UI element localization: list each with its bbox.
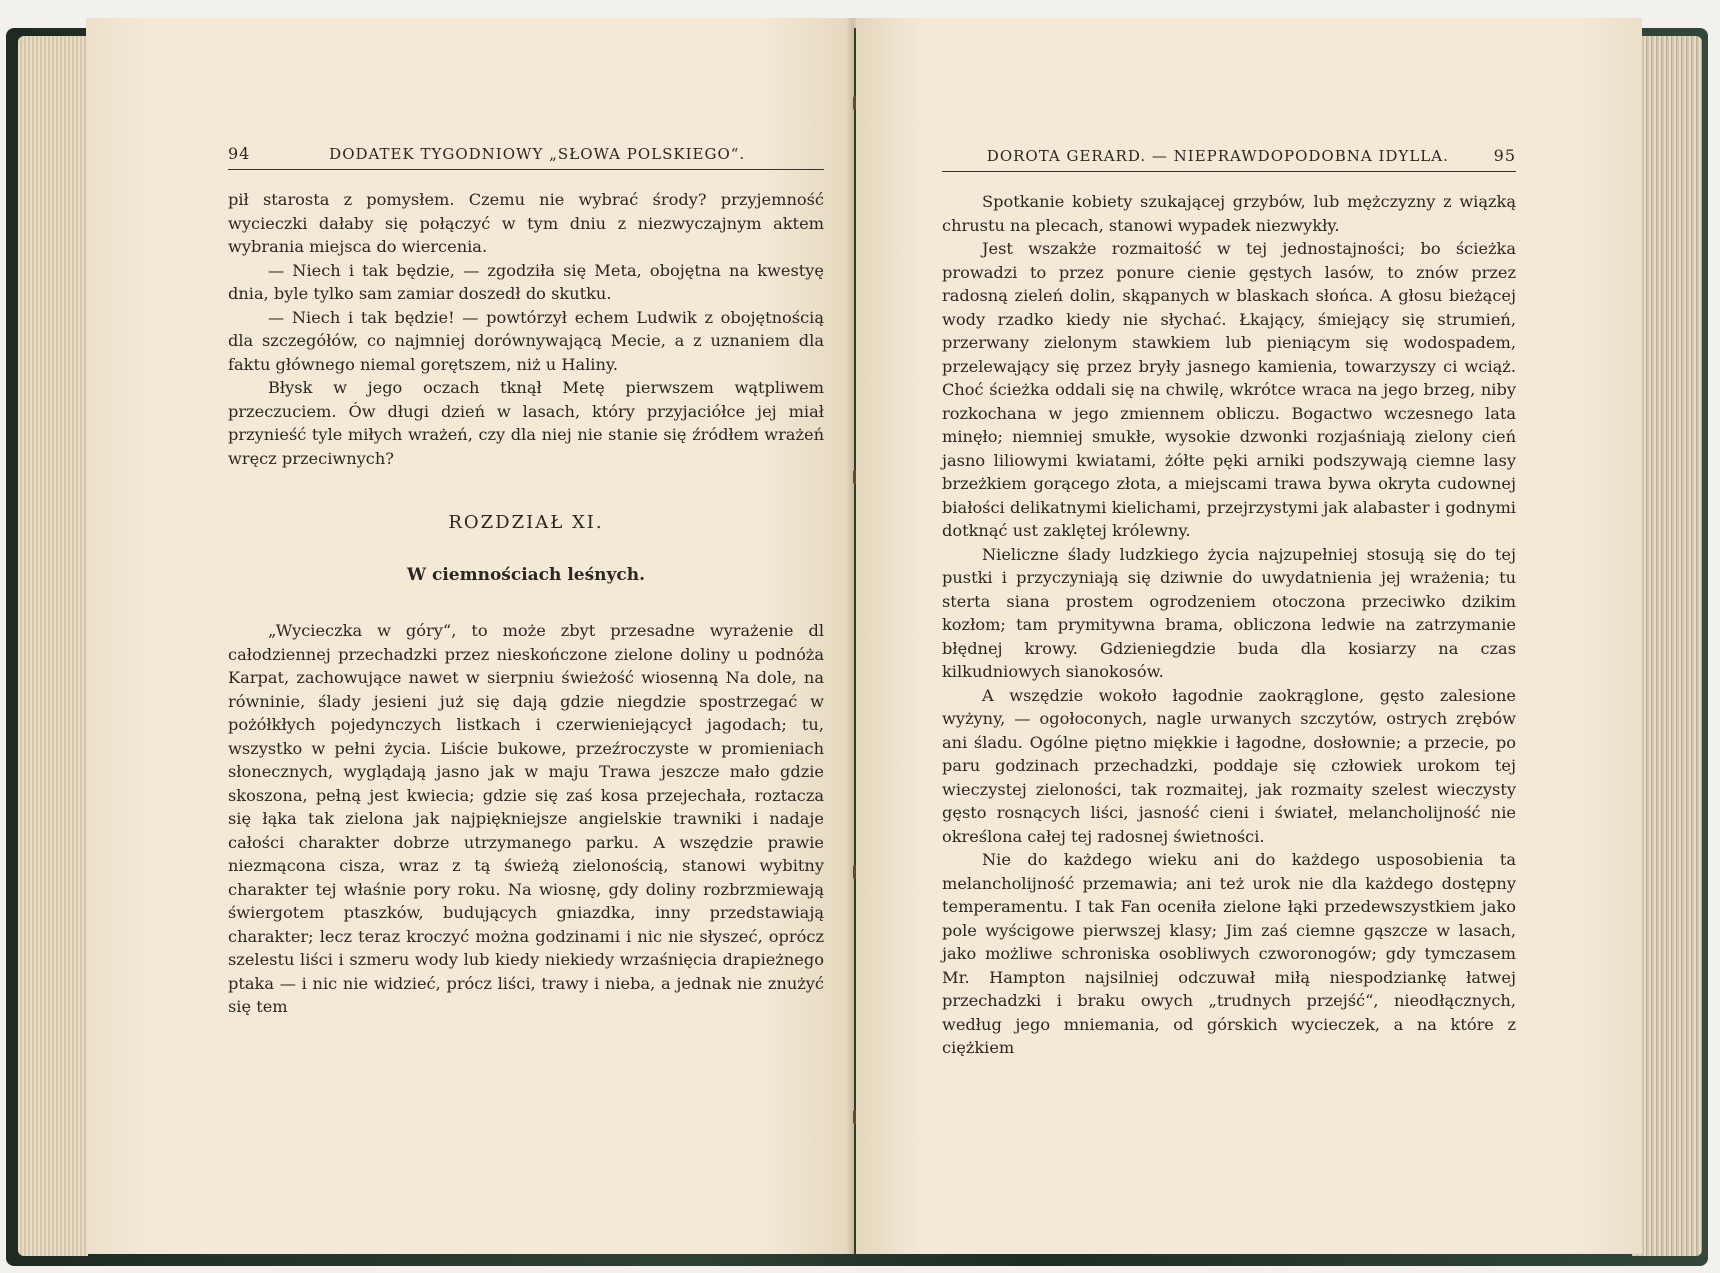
left-paragraph: Błysk w jego oczach tknął Metę pierwszem wątpliwem przeczuciem. Ów długi dzień w lasach, który przyjaciółce jej miał przynieść tyle miłych wrażeń, czy dla niej nie stanie się źródłem wrażeń wręcz przeciwnych? <box>228 378 824 468</box>
page-edges-left <box>18 36 88 1256</box>
right-paragraph: Nie do każdego wieku ani do każdego usposobienia ta melancholijność przemawia; ani też urok nie dla każdego dostępny temperamentu. I tak Fan oceniła zielone łąki przedewszystkiem jako pole wyścigowe pierwszej klasy; Jim zaś ciemne gąszcze w lasach, jako możliwe schroniska osobliwych czworonogów; gdy tymczasem Mr. Hampton najsilniej odczuwał miłą niespodziankę łatwej przechadzki i braku owych „trudnych przejść“, nieodłącznych, według jego mniemania, od górskich wycieczek, a na które z ciężkiem <box>942 850 1516 1057</box>
left-paragraph: „Wycieczka w góry“, to może zbyt przesadne wyrażenie dl całodziennej przechadzki przez nieskończone zielone doliny u podnóża Karpat, zachowujące nawet w sierpniu świeżość wiosenną Na dole, na równinie, ślady jesieni już się dają gdzie niegdzie spostrzegać w pożółkłych pojedynczych listkach i czerwieniejącycł jagodach; tu, wszystko w pełni życia. Liście bukowe, przeźroczyste w promieniach słonecznych, wyglądają jasno jak w maju Trawa jeszcze mało gdzie skoszona, pełną jest kwiecia; gdzie się zaś kosa przejechała, roztacza się łąka tak zielona jak najpiękniejsze angielskie trawniki i nadaje całości charakter dobrze utrzymanego parku. A wszędzie prawie niezmącona cisza, wraz z tą świeżą zielonością, stanowi wybitny charakter tej właśnie pory roku. Na wiosnę, gdy doliny rozbrzmiewają świergotem ptaszków, budujących gniazdka, inny przedstawiają charakter; lecz teraz kroczyć można godzinami i nic nie słyszeć, oprócz szelestu liści i szmeru wody lub kiedy niekiedy wrzaśnięcia drapieżnego ptaka — i nic nie widzieć, prócz liści, trawy i nieba, a jednak nie znużyć się tem <box>228 621 824 1016</box>
right-paragraph: Spotkanie kobiety szukającej grzybów, lub mężczyzny z wiązką chrustu na plecach, stanowi wypadek niezwykły. <box>942 192 1516 235</box>
right-paragraph: A wszędzie wokoło łagodnie zaokrąglone, gęsto zalesione wyżyny, — ogołoconych, nagle urwanych szczytów, ostrych zrębów ani śladu. Ogólne piętno miękkie i łagodne, dosłownie; a przecie, po paru godzinach przechadzki, poddaje się człowiek urokom tej wieczystej zieloności, tak rozmaitej, jak rozmaity szelest wieczysty gęsto rosnących liści, jasność cieni i świateł, melancholijność nie określona całej tej radosnej świetności. <box>942 685 1516 846</box>
left-running-head <box>228 144 824 170</box>
chapter-title: W ciemnościach leśnych. <box>406 565 646 585</box>
left-running-head-title: DODATEK TYGODNIOWY „SŁOWA POLSKIEGO“. <box>329 145 746 163</box>
left-page <box>86 18 854 1254</box>
right-page-number: 95 <box>1493 146 1516 165</box>
chapter-number: ROZDZIAŁ XI. <box>448 512 604 533</box>
right-running-head-title: DOROTA GERARD. — NIEPRAWDOPODOBNA IDYLLA. <box>986 147 1449 165</box>
left-paragraph: — Niech i tak będzie, — zgodziła się Meta, obojętna na kwestyę dnia, byle tylko sam zamiar doszedł do skutku. <box>228 260 824 303</box>
left-page-number: 94 <box>228 144 251 163</box>
left-paragraph: pił starosta z pomysłem. Czemu nie wybrać środy? przyjemność wycieczki dałaby się połączyć w tym dniu z niezwyczajnym aktem wybrania miejsca do wiercenia. <box>228 190 824 256</box>
right-paragraph: Jest wszakże rozmaitość w tej jednostajności; bo ścieżka prowadzi to przez ponure cienie gęstych lasów, to znów przez radosną zieleń dolin, skąpanych w blaskach słońca. A głosu bieżącej wody rzadko kiedy nie słychać. Łkający, śmiejący się strumień, przerwany zielonym stawkiem lub pieniącym się wodospadem, przelewający się przez bryły jasnego kamienia, towarzyszy ci wciąż. Choć ścieżka oddali się na chwilę, wkrótce wraca na jego brzeg, niby rozkochana w jego zmiennem obliczu. Bogactwo wczesnego lata minęło; niemniej smukłe, wysokie dzwonki rozjaśniają zielony cień jasno liliowymi kwiatami, żółte pęki arniki podszywają ciemne lasy brzeżkiem gorącego złota, a miejscami trawa bywa okryta cudownej białości delikatnymi kielichami, przejrzystymi jak alabaster i godnymi dotknąć ust zaklętej królewny. <box>942 239 1516 540</box>
left-paragraph: — Niech i tak będzie! — powtórzył echem Ludwik z obojętnością dla szczegółów, co najmniej dorównywającą Mecie, a z uznaniem dla faktu głównego niemal gorętszem, niż u Haliny. <box>228 307 824 374</box>
right-running-head <box>942 146 1516 172</box>
right-page <box>856 18 1642 1254</box>
right-paragraph: Nieliczne ślady ludzkiego życia najzupełniej stosują się do tej pustki i przyczyniają się dziwnie do uwydatnienia jej wrażenia; tu sterta siana prostem ogrodzeniem otoczona przeciwko dzikim kozłom; tam prymitywna brama, obliczona ledwie na zatrzymanie błędnej krowy. Gdzieniegdzie buda dla kosiarzy na czas kilkudniowych sianokosów. <box>942 544 1516 681</box>
page-edges-right <box>1632 36 1702 1256</box>
